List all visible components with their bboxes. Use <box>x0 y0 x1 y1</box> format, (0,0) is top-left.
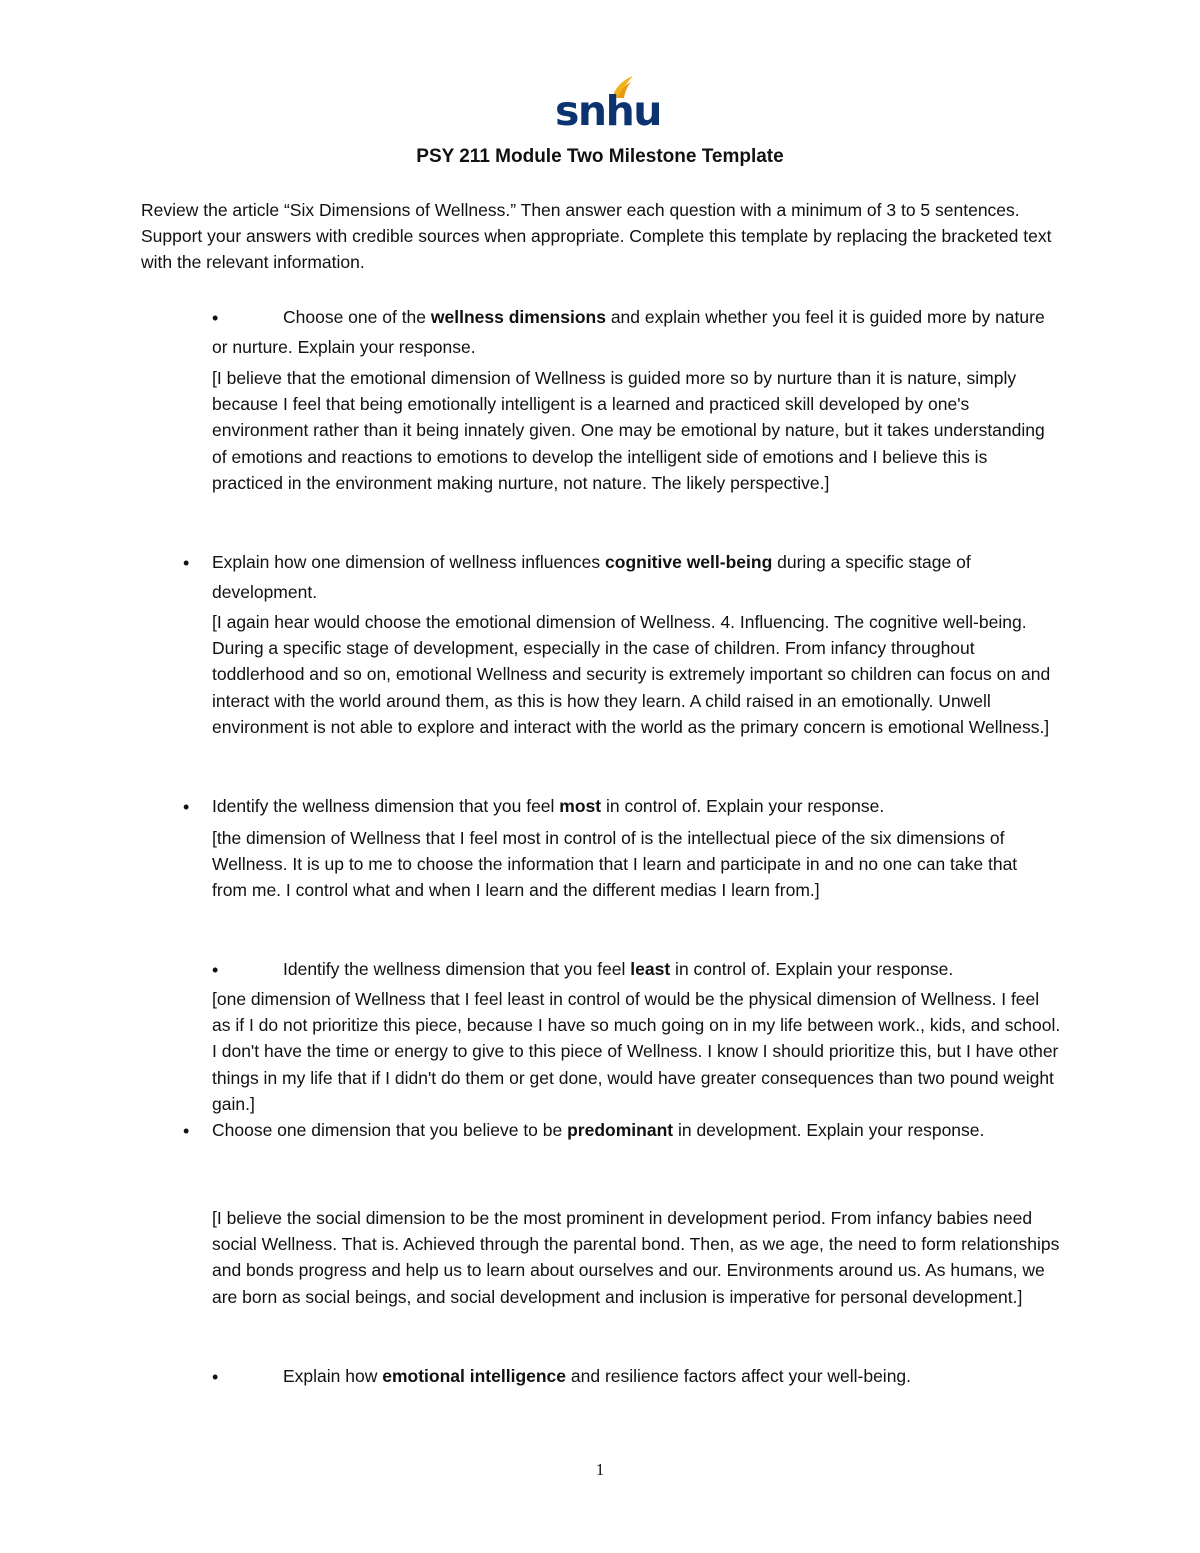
question-text: Identify the wellness dimension that you feel most in control of. Explain your response. <box>212 796 885 816</box>
question-text: Explain how emotional intelligence and resilience factors affect your well-being. <box>283 1366 912 1386</box>
question-text: Choose one dimension that you believe to be predominant in development. Explain your response. <box>212 1120 985 1140</box>
bullet-icon: • <box>183 797 190 817</box>
page-number: 1 <box>595 1460 605 1479</box>
bullet-icon: • <box>212 308 219 328</box>
answer-text: [I believe that the emotional dimension of Wellness is guided more so by nurture than it is nature, simply because I feel that being emotionally intelligent is a learned and practiced skill developed by one's environment rather than it being innately given. One may be emotional by nature, but it takes understanding of emotions and reactions to emotions to develop the intelligent side of emotions and I believe this is practiced in the environment making nurture, not nature. The likely perspective.] <box>212 368 1045 493</box>
intro-paragraph: Review the article “Six Dimensions of Wellness.” Then answer each question with a minimum of 3 to 5 sentences. Support your answers with credible sources when appropriate. Complete this template by replacing the bracketed text with the relevant information. <box>141 200 1052 273</box>
answer-text: [I believe the social dimension to be the most prominent in development period. From infancy babies need social Wellness. That is. Achieved through the parental bond. Then, as we age, the need to form relationships and bonds progress and help us to learn about ourselves and our. Environments around us. As humans, we are born as social beings, and social development and inclusion is imperative for personal development.] <box>212 1208 1060 1307</box>
answer-text: [the dimension of Wellness that I feel most in control of is the intellectual piece of the six dimensions of Wellness. It is up to me to choose the information that I learn and participate in and no one can take that from me. I control what and when I learn and the different medias I learn from.] <box>212 828 1018 901</box>
answer-text: [I again hear would choose the emotional dimension of Wellness. 4. Influencing. The cognitive well-being. During a specific stage of development, especially in the case of children. From infancy throughout toddlerhood and so on, emotional Wellness and security is extremely important so children can focus on and interact with the world around them, as this is how they learn. A child raised in an emotionally. Unwell environment is not able to explore and interact with the world as the primary concern is emotional Wellness.] <box>212 612 1051 737</box>
question-text: Explain how one dimension of wellness influences cognitive well-being during a specific stage of development. <box>212 552 971 602</box>
answer-text: [one dimension of Wellness that I feel least in control of would be the physical dimension of Wellness. I feel as if I do not prioritize this piece, because I have so much going on in my life between work., kids, and school. I don't have the time or energy to give to this piece of Wellness. I know I should prioritize this, but I have other things in my life that if I didn't do them or get done, would have greater consequences than two pound weight gain.] <box>212 989 1061 1114</box>
question-text: Choose one of the wellness dimensions and explain whether you feel it is guided more by nature or nurture. Explain your response. <box>212 307 1045 357</box>
logo-text: snhu <box>555 87 661 135</box>
question-text: Identify the wellness dimension that you feel least in control of. Explain your response. <box>283 959 954 979</box>
bullet-icon: • <box>212 1367 219 1387</box>
snhu-logo <box>555 74 661 135</box>
bullet-icon: • <box>212 960 219 980</box>
bullet-icon: • <box>183 1121 190 1141</box>
page-title: PSY 211 Module Two Milestone Template <box>416 146 784 167</box>
bullet-icon: • <box>183 553 190 573</box>
